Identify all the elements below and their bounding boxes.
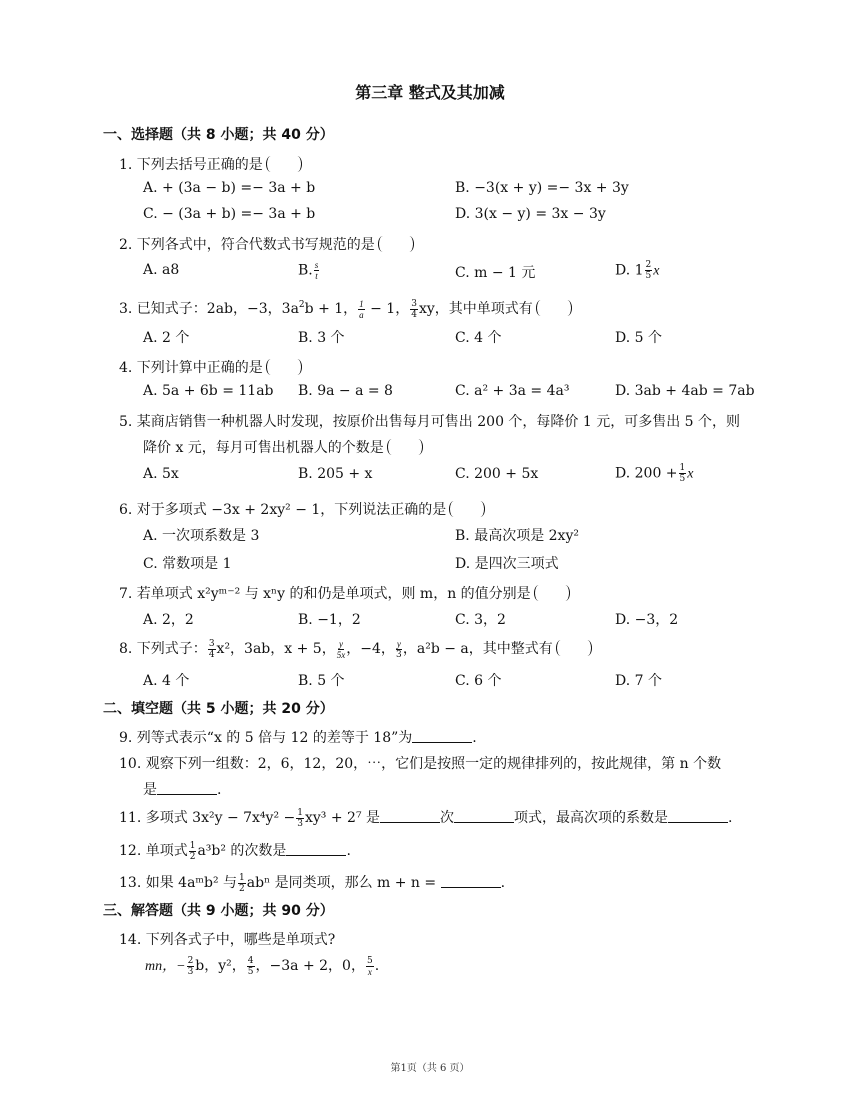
denominator: 3	[187, 966, 194, 977]
denominator: 5	[247, 966, 254, 977]
q5-option-b: B. 205 + x	[298, 466, 373, 482]
numerator: 3	[208, 638, 215, 649]
punctuation: .	[217, 782, 222, 798]
option-text: D. 200 +	[615, 465, 678, 482]
punctuation: .	[500, 875, 506, 891]
question-stem: 9. 列等式表示“x 的 5 倍与 12 的差等于 18”为	[119, 730, 413, 746]
question-stem: x²，3ab，x + 5，	[216, 641, 336, 657]
answer-parentheses	[536, 300, 572, 316]
fraction	[189, 841, 197, 862]
question-stem: 6. 对于多项式 −3x + 2xy² − 1，下列说法正确的是	[119, 502, 447, 518]
question-stem: 1. 下列去括号正确的是	[119, 157, 263, 173]
question-11	[119, 807, 732, 829]
answer-parentheses	[387, 439, 423, 455]
denominator: 3	[395, 649, 402, 660]
answer-blank[interactable]	[157, 794, 217, 795]
question-1	[119, 154, 302, 174]
numerator: 1	[189, 840, 196, 851]
q2-option-d	[615, 260, 660, 281]
q4-option-b: B. 9a − a = 8	[298, 383, 393, 399]
expression-text: ，−3a + 2，0，	[255, 958, 365, 974]
punctuation: .	[728, 810, 733, 826]
question-10-line-2	[143, 779, 221, 799]
q5-option-a: A. 5x	[143, 466, 179, 482]
denominator: 4	[411, 309, 417, 320]
q3-option-a: A. 2 个	[143, 330, 190, 346]
punctuation: .	[346, 843, 351, 859]
question-stem: a³b² 的次数是	[197, 843, 287, 859]
question-stem: ，−4，	[346, 641, 395, 657]
fraction	[645, 260, 653, 281]
question-7	[119, 583, 570, 603]
denominator: x	[367, 966, 372, 977]
page-footer: 第1页（共 6 页）	[390, 1063, 470, 1074]
option-text: D. 1	[615, 262, 644, 279]
denominator: 2	[189, 851, 196, 862]
q8-option-c: C. 6 个	[455, 673, 502, 689]
question-stem: 是	[143, 782, 157, 798]
numerator: 1	[297, 807, 303, 818]
q2-option-a: A. a8	[143, 262, 180, 278]
expression-text: mn，−	[145, 959, 186, 974]
denominator: t	[315, 271, 318, 281]
answer-blank[interactable]	[668, 822, 728, 823]
q7-option-c: C. 3，2	[455, 612, 506, 628]
option-text: x	[687, 466, 694, 482]
answer-parentheses	[266, 156, 302, 172]
question-stem: 2. 下列各式中，符合代数式书写规范的是	[119, 237, 375, 253]
question-8	[119, 638, 592, 660]
question-stem: 项式，最高次项的系数是	[514, 810, 669, 826]
numerator: y	[338, 638, 343, 649]
question-stem: 11. 多项式 3x²y − 7x⁴y² −	[119, 810, 296, 826]
numerator: 5	[366, 955, 373, 966]
q6-option-a: A. 一次项系数是 3	[143, 528, 260, 544]
answer-parentheses	[449, 501, 485, 517]
numerator: 4	[247, 955, 254, 966]
answer-blank[interactable]	[412, 742, 472, 743]
answer-blank[interactable]	[454, 822, 514, 823]
option-letter: B.	[298, 262, 313, 279]
fraction	[296, 808, 304, 829]
numerator: y	[396, 638, 401, 649]
answer-blank[interactable]	[286, 855, 346, 856]
q6-option-b: B. 最高次项是 2xy²	[455, 528, 579, 544]
option-text: x	[653, 263, 660, 279]
numerator: 1	[239, 872, 245, 883]
punctuation: .	[374, 958, 380, 974]
question-stem: − 1，	[365, 301, 410, 317]
q4-option-d: D. 3ab + 4ab = 7ab	[615, 383, 755, 399]
q4-option-a: A. 5a + 6b = 11ab	[143, 383, 274, 399]
question-14: 14. 下列各式子中，哪些是单项式?	[119, 932, 336, 948]
answer-parentheses	[378, 236, 414, 252]
question-stem: 降价 x 元，每月可售出机器人的个数是	[143, 440, 384, 456]
q1-option-d: D. 3(x − y) = 3x − 3y	[455, 206, 606, 222]
page-title: 第三章 整式及其加减	[355, 83, 505, 102]
question-5-line-2	[143, 437, 423, 457]
question-3: 3. 已知式子：2ab，−3，$3a^2b + 1$， $\frac{1}{a}$ − 1， $\frac{3}{4}$ xy，其中单项式有	[119, 298, 572, 320]
denominator: 5	[679, 474, 686, 484]
section-heading-answer: 三、解答题（共 9 小题；共 90 分）	[103, 903, 334, 919]
denominator: 3	[297, 818, 303, 829]
question-stem: 8. 下列式子：	[119, 641, 207, 657]
q3-option-b: B. 3 个	[298, 330, 345, 346]
q1-option-a: A. + (3a − b) =− 3a + b	[143, 180, 316, 196]
q8-option-a: A. 4 个	[143, 673, 190, 689]
q1-option-b: B. −3(x + y) =− 3x + 3y	[455, 180, 629, 196]
section-heading-fill: 二、填空题（共 5 小题；共 20 分）	[103, 701, 334, 717]
question-stem: 13. 如果 4aᵐb² 与	[119, 875, 238, 891]
answer-parentheses	[556, 640, 592, 656]
question-10-line-1: 10. 观察下列一组数：2，6，12，20，⋯，它们是按照一定的规律排列的，按此规律，第 n 个数	[119, 756, 722, 772]
denominator: 5x	[336, 649, 346, 660]
fraction	[679, 463, 687, 484]
fraction	[396, 639, 402, 660]
denominator: 5	[645, 271, 652, 281]
q3-option-d: D. 5 个	[615, 330, 662, 346]
question-12	[119, 840, 351, 862]
fraction	[238, 873, 246, 894]
q7-option-b: B. −1，2	[298, 612, 361, 628]
numerator: 2	[187, 955, 194, 966]
q5-option-d	[615, 463, 693, 484]
q6-option-c: C. 常数项是 1	[143, 556, 232, 572]
fraction	[247, 956, 255, 977]
numerator: s	[314, 260, 319, 270]
question-13	[119, 872, 505, 894]
question-stem: ，a²b − a，其中整式有	[402, 641, 553, 657]
fraction	[337, 639, 346, 660]
answer-parentheses	[534, 585, 570, 601]
q7-option-d: D. −3，2	[615, 612, 679, 628]
answer-blank[interactable]	[441, 887, 501, 888]
punctuation: .	[472, 730, 477, 746]
section-heading-choice: 一、选择题（共 8 小题；共 40 分）	[103, 127, 334, 143]
fraction	[187, 956, 195, 977]
question-stem: xy³ + 2⁷ 是	[304, 810, 381, 826]
q8-option-b: B. 5 个	[298, 673, 345, 689]
fraction	[314, 260, 320, 281]
question-stem: b + 1，	[304, 301, 358, 317]
numerator: 3	[411, 298, 417, 309]
question-5-line-1: 5. 某商店销售一种机器人时发现，按原价出售每月可售出 200 个，每降价 1 元，可多售出 5 个，则	[119, 414, 741, 430]
question-stem: xy，其中单项式有	[418, 301, 533, 317]
q6-option-d: D. 是四次三项式	[455, 556, 559, 572]
question-stem: abⁿ 是同类项，那么 m + n =	[246, 875, 437, 891]
answer-blank[interactable]	[380, 822, 440, 823]
expression-text: b，y²，	[195, 958, 246, 974]
q7-option-a: A. 2，2	[143, 612, 194, 628]
question-2	[119, 234, 414, 254]
numerator: 1	[679, 463, 686, 473]
q4-option-c: C. a² + 3a = 4a³	[455, 383, 570, 399]
question-stem: 12. 单项式	[119, 843, 188, 859]
q5-option-c: C. 200 + 5x	[455, 466, 539, 482]
question-stem: 次	[440, 810, 455, 826]
fraction	[208, 639, 216, 660]
question-stem: 4. 下列计算中正确的是	[119, 360, 263, 376]
question-stem: 7. 若单项式 x²yᵐ⁻² 与 xⁿy 的和仍是单项式，则 m，n 的值分别是	[119, 586, 531, 602]
denominator: a	[359, 309, 364, 320]
q8-option-d: D. 7 个	[615, 673, 662, 689]
numerator: 1	[359, 298, 364, 309]
question-4	[119, 357, 302, 377]
q2-option-b	[298, 260, 320, 281]
fraction	[366, 956, 374, 977]
answer-parentheses	[266, 359, 302, 375]
q1-option-c: C. − (3a + b) =− 3a + b	[143, 206, 316, 222]
q3-option-c: C. 4 个	[455, 330, 502, 346]
question-9	[119, 727, 477, 747]
question-6	[119, 499, 485, 519]
fraction	[358, 299, 365, 320]
fraction	[410, 299, 418, 320]
question-stem: 3. 已知式子：2ab，−3，3a	[119, 301, 299, 317]
denominator: 4	[208, 649, 215, 660]
denominator: 2	[239, 883, 245, 894]
question-14-expressions	[145, 955, 379, 977]
numerator: 2	[645, 260, 652, 270]
q2-option-c: C. m − 1 元	[455, 265, 536, 281]
